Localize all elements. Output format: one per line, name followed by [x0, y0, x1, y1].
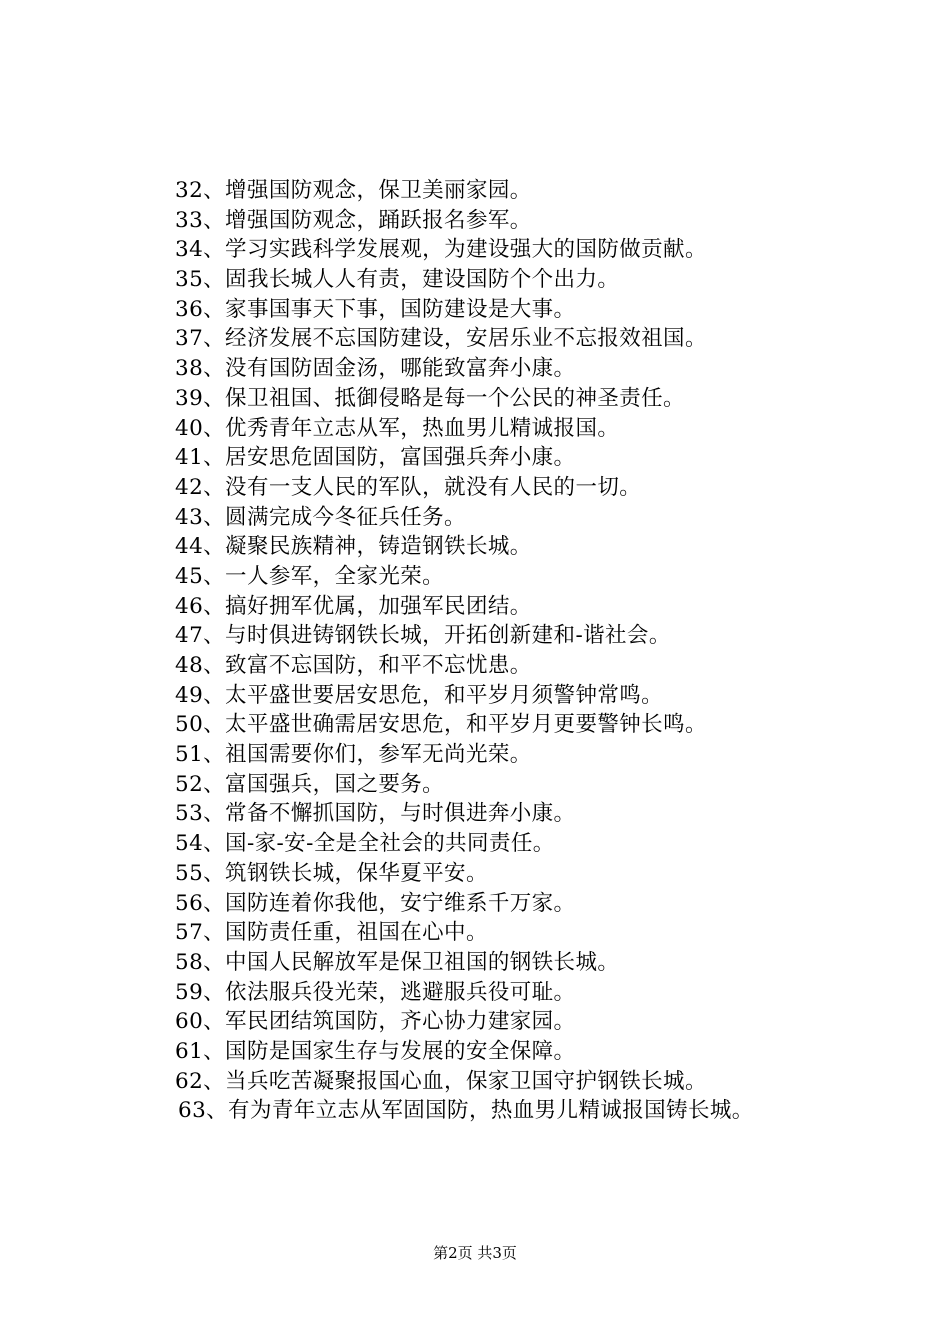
- list-item: 47、与时俱进铸钢铁长城，开拓创新建和-谐社会。: [175, 623, 671, 649]
- list-item: 37、经济发展不忘国防建设，安居乐业不忘报效祖国。: [175, 326, 707, 352]
- list-item: 53、常备不懈抓国防，与时俱进奔小康。: [175, 801, 576, 827]
- list-item: 48、致富不忘国防，和平不忘忧患。: [175, 653, 532, 678]
- list-item: 54、国-家-安-全是全社会的共同责任。: [175, 831, 555, 857]
- list-item: 33、增强国防观念，踊跃报名参军。: [175, 207, 532, 233]
- list-item: 46、搞好拥军优属，加强军民团结。: [175, 593, 532, 619]
- list-item: 62、当兵吃苦凝聚报国心血，保家卫国守护钢铁长城。: [175, 1068, 707, 1094]
- list-item: 55、筑钢铁长城，保华夏平安。: [175, 860, 488, 886]
- list-item: 32、增强国防观念，保卫美丽家园。: [175, 178, 532, 203]
- list-item: 45、一人参军，全家光荣。: [175, 563, 445, 589]
- list-item: 59、依法服兵役光荣，逃避服兵役可耻。: [175, 979, 576, 1005]
- list-item: 40、优秀青年立志从军，热血男儿精诚报国。: [175, 415, 620, 441]
- list-item: 43、圆满完成今冬征兵任务。: [175, 504, 466, 530]
- list-item: 49、太平盛世要居安思危，和平岁月须警钟常鸣。: [175, 682, 664, 708]
- list-item: 36、家事国事天下事，国防建设是大事。: [175, 296, 576, 322]
- list-item: 39、保卫祖国、抵御侵略是每一个公民的神圣责任。: [175, 385, 685, 411]
- list-item: 56、国防连着你我他，安宁维系千万家。: [175, 890, 576, 916]
- list-item: 63、有为青年立志从军固国防，热血男儿精诚报国铸长城。: [178, 1098, 754, 1124]
- list-item: 50、太平盛世确需居安思危，和平岁月更要警钟长鸣。: [175, 712, 707, 738]
- list-item: 52、富国强兵，国之要务。: [175, 771, 445, 797]
- page-number-label: 第2页 共3页: [433, 1244, 517, 1262]
- list-item: 60、军民团结筑国防，齐心协力建家园。: [175, 1009, 576, 1035]
- list-item: 44、凝聚民族精神，铸造钢铁长城。: [175, 534, 532, 560]
- list-item: 35、固我长城人人有责，建设国防个个出力。: [175, 267, 620, 293]
- list-item: 51、祖国需要你们，参军无尚光荣。: [175, 742, 532, 768]
- slogan-list: [175, 176, 895, 1126]
- list-item: 38、没有国防固金汤，哪能致富奔小康。: [175, 356, 576, 382]
- list-item: 58、中国人民解放军是保卫祖国的钢铁长城。: [175, 949, 620, 975]
- list-item: 41、居安思危固国防，富国强兵奔小康。: [175, 445, 576, 471]
- list-item: 42、没有一支人民的军队，就没有人民的一切。: [175, 474, 642, 500]
- page-footer: [0, 1243, 950, 1263]
- list-item: 57、国防责任重，祖国在心中。: [175, 920, 488, 946]
- list-item: 61、国防是国家生存与发展的安全保障。: [175, 1038, 576, 1064]
- list-item: 34、学习实践科学发展观，为建设强大的国防做贡献。: [175, 237, 707, 263]
